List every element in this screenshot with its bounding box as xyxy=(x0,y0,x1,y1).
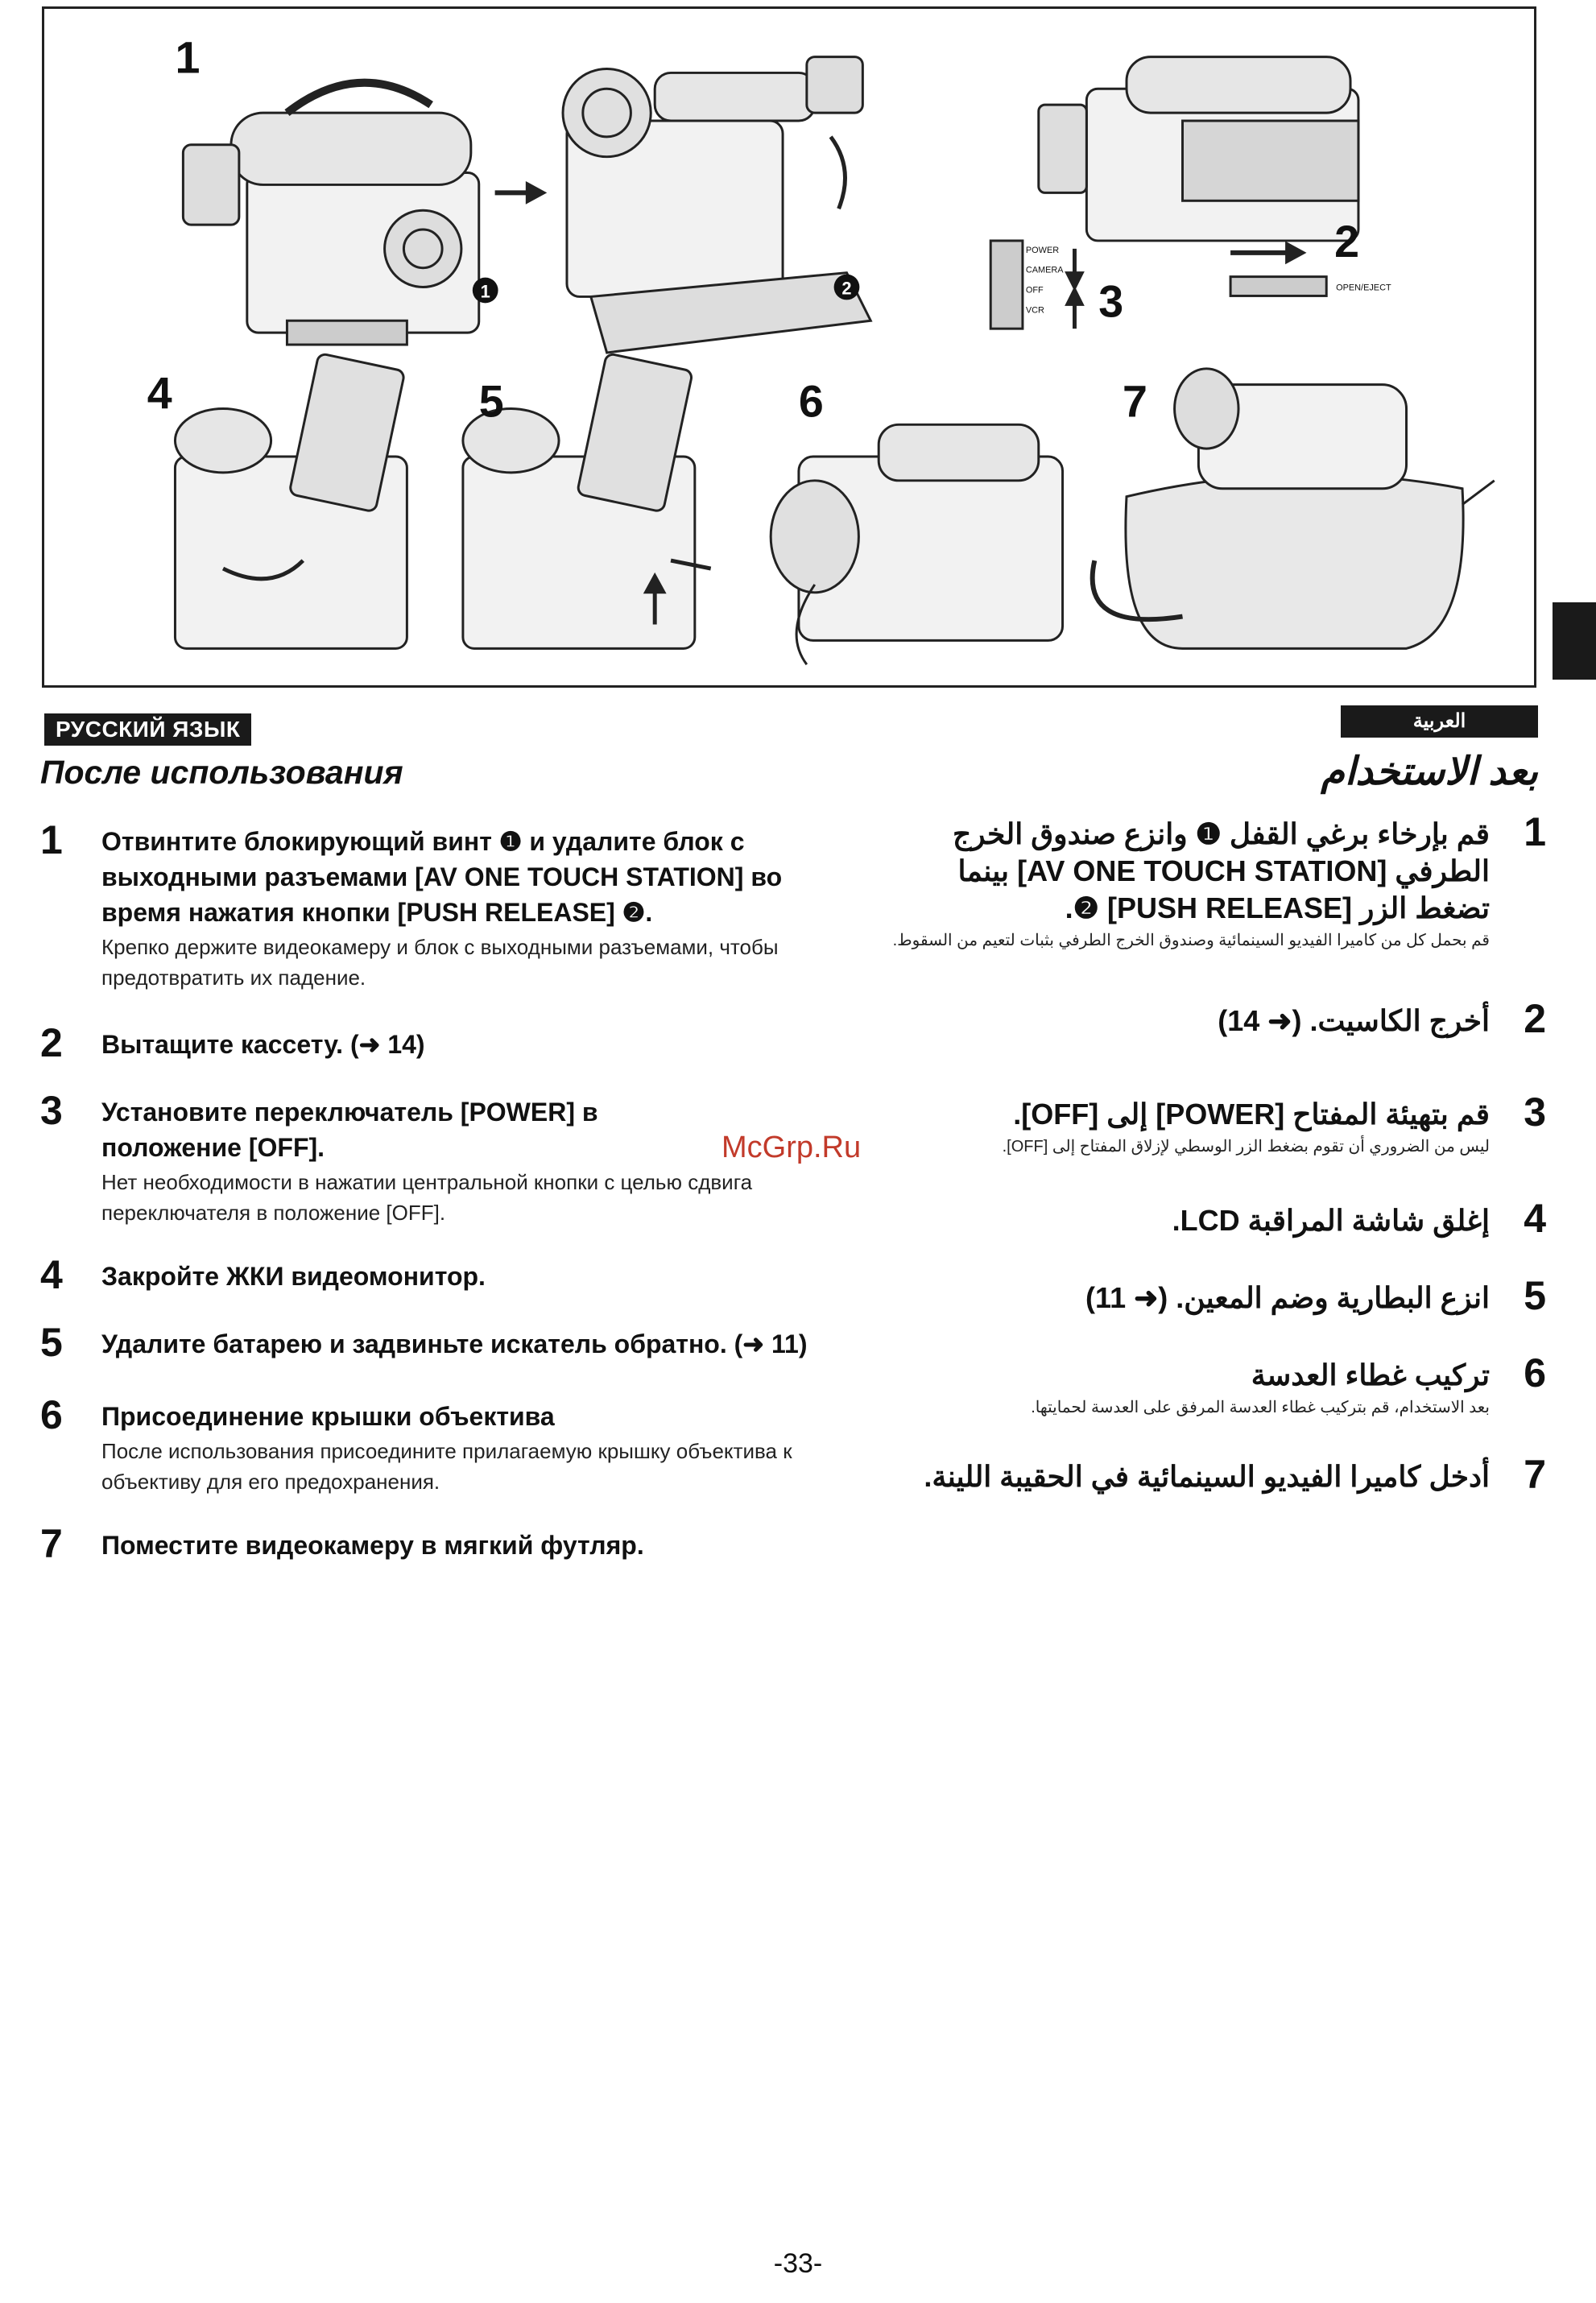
illus-step-5: 5 xyxy=(478,376,504,427)
step-ru-2 xyxy=(40,1020,846,1065)
step-note: После использования присоедините прилагаемую крышку объектива к объективу для его предохранения. xyxy=(101,1439,792,1494)
steps-list-ar xyxy=(886,809,1546,1497)
illustration-panel xyxy=(42,6,1536,688)
open-eject-label: OPEN/EJECT xyxy=(1336,283,1391,293)
step-number: 4 xyxy=(1524,1196,1546,1241)
illus-step-2: 2 xyxy=(1334,216,1360,267)
page-title-ar: بعد الاستخدام xyxy=(1321,750,1538,793)
step-number: 6 xyxy=(40,1392,63,1437)
switch-label-power: POWER xyxy=(1025,245,1060,255)
step-text: إغلق شاشة المراقبة LCD. xyxy=(1172,1204,1490,1237)
figure-4-lcd-close xyxy=(175,353,407,648)
step-text: انزع البطارية وضم المعين. (➜ 11) xyxy=(1085,1281,1490,1314)
step-text: أخرج الكاسيت. (➜ 14) xyxy=(1218,1004,1490,1037)
step-text: تركيب غطاء العدسة xyxy=(1251,1358,1490,1391)
step-number: 4 xyxy=(40,1252,63,1297)
step-ar-3 xyxy=(886,1089,1546,1159)
svg-text:1: 1 xyxy=(480,281,490,302)
step-ar-4 xyxy=(886,1196,1546,1241)
step-ru-5 xyxy=(40,1320,846,1365)
step-note: Крепко держите видеокамеру и блок с выходными разъемами, чтобы предотвратить их падение. xyxy=(101,935,779,990)
step-note: قم بحمل كل من كاميرا الفيديو السينمائية وصندوق الخرج الطرفي بثبات لتعيم من السقوط. xyxy=(892,932,1490,949)
figure-7-soft-case xyxy=(1093,369,1495,649)
switch-label-vcr: VCR xyxy=(1025,305,1044,316)
svg-text:2: 2 xyxy=(841,278,852,299)
figure-1b-camera xyxy=(563,57,870,353)
step-number: 5 xyxy=(40,1320,63,1365)
side-tab-marker xyxy=(1553,602,1596,680)
step-ar-5 xyxy=(886,1273,1546,1318)
step-text: أدخل كاميرا الفيديو السينمائية في الحقيبة اللينة. xyxy=(924,1460,1490,1493)
step-ar-1 xyxy=(886,809,1546,953)
step-ru-1 xyxy=(40,817,846,993)
callout-2 xyxy=(834,275,860,300)
callout-1 xyxy=(473,278,498,304)
step-text: قم بتهيئة المفتاح [POWER] إلى [OFF]. xyxy=(1013,1098,1490,1131)
step-ru-4 xyxy=(40,1252,846,1297)
step-number: 7 xyxy=(1524,1452,1546,1497)
figure-2-cassette-open xyxy=(1039,57,1358,241)
illus-step-3: 3 xyxy=(1098,276,1124,327)
step-number: 1 xyxy=(40,817,63,862)
step-ru-7 xyxy=(40,1521,846,1566)
illus-step-7: 7 xyxy=(1123,376,1147,427)
step-number: 2 xyxy=(40,1020,63,1065)
step-text: Отвинтите блокирующий винт ❶ и удалите блок с выходными разъемами [AV ONE TOUCH STATION] во время нажатия кнопки [PUSH RELEASE] ❷. xyxy=(101,827,783,927)
step-ar-2 xyxy=(886,996,1546,1041)
step-number: 5 xyxy=(1524,1273,1546,1318)
language-label-ar: العربية xyxy=(1341,705,1538,738)
switch-label-off: OFF xyxy=(1025,285,1044,296)
step-text: قم بإرخاء برغي القفل ❶ وانزع صندوق الخرج الطرفي [AV ONE TOUCH STATION] بينما تضغط الزر [PUSH RELEASE] ❷. xyxy=(952,817,1490,924)
figure-1-camera xyxy=(183,83,478,345)
page-number: -33- xyxy=(773,2248,823,2279)
step-note: بعد الاستخدام، قم بتركيب غطاء العدسة المرفق على العدسة لحمايتها. xyxy=(1031,1399,1490,1416)
step-number: 6 xyxy=(1524,1350,1546,1395)
illus-step-1: 1 xyxy=(175,32,201,83)
illus-step-6: 6 xyxy=(798,376,824,427)
step-text: Поместите видеокамеру в мягкий футляр. xyxy=(101,1531,644,1560)
illus-step-4: 4 xyxy=(147,368,172,419)
step-number: 3 xyxy=(40,1088,63,1133)
camcorder-illustration xyxy=(44,9,1534,685)
switch-label-camera: CAMERA xyxy=(1025,265,1064,275)
step-text: Присоединение крышки объектива xyxy=(101,1402,555,1431)
figure-6-lens-cap xyxy=(771,424,1062,664)
watermark: McGrp.Ru xyxy=(722,1131,862,1164)
step-text: Вытащите кассету. (➜ 14) xyxy=(101,1030,425,1059)
step-number: 3 xyxy=(1524,1089,1546,1135)
step-ar-6 xyxy=(886,1350,1546,1420)
step-text: Закройте ЖКИ видеомонитор. xyxy=(101,1262,486,1291)
step-text: Установите переключатель [POWER] в положение [OFF]. xyxy=(101,1098,598,1162)
step-number: 2 xyxy=(1524,996,1546,1041)
page-title-ru: После использования xyxy=(40,754,403,791)
step-text: Удалите батарею и задвиньте искатель обратно. (➜ 11) xyxy=(101,1329,808,1358)
language-label-ru: РУССКИЙ ЯЗЫК xyxy=(44,713,251,746)
step-note: Нет необходимости в нажатии центральной кнопки с целью сдвига переключателя в положение [OFF]. xyxy=(101,1170,753,1225)
steps-list-ru xyxy=(40,817,846,1566)
step-ru-6 xyxy=(40,1392,846,1497)
step-ar-7 xyxy=(886,1452,1546,1497)
step-number: 7 xyxy=(40,1521,63,1566)
step-number: 1 xyxy=(1524,809,1546,854)
step-note: ليس من الضروري أن تقوم بضغط الزر الوسطي لإزلاق المفتاح إلى [OFF]. xyxy=(1002,1138,1490,1156)
